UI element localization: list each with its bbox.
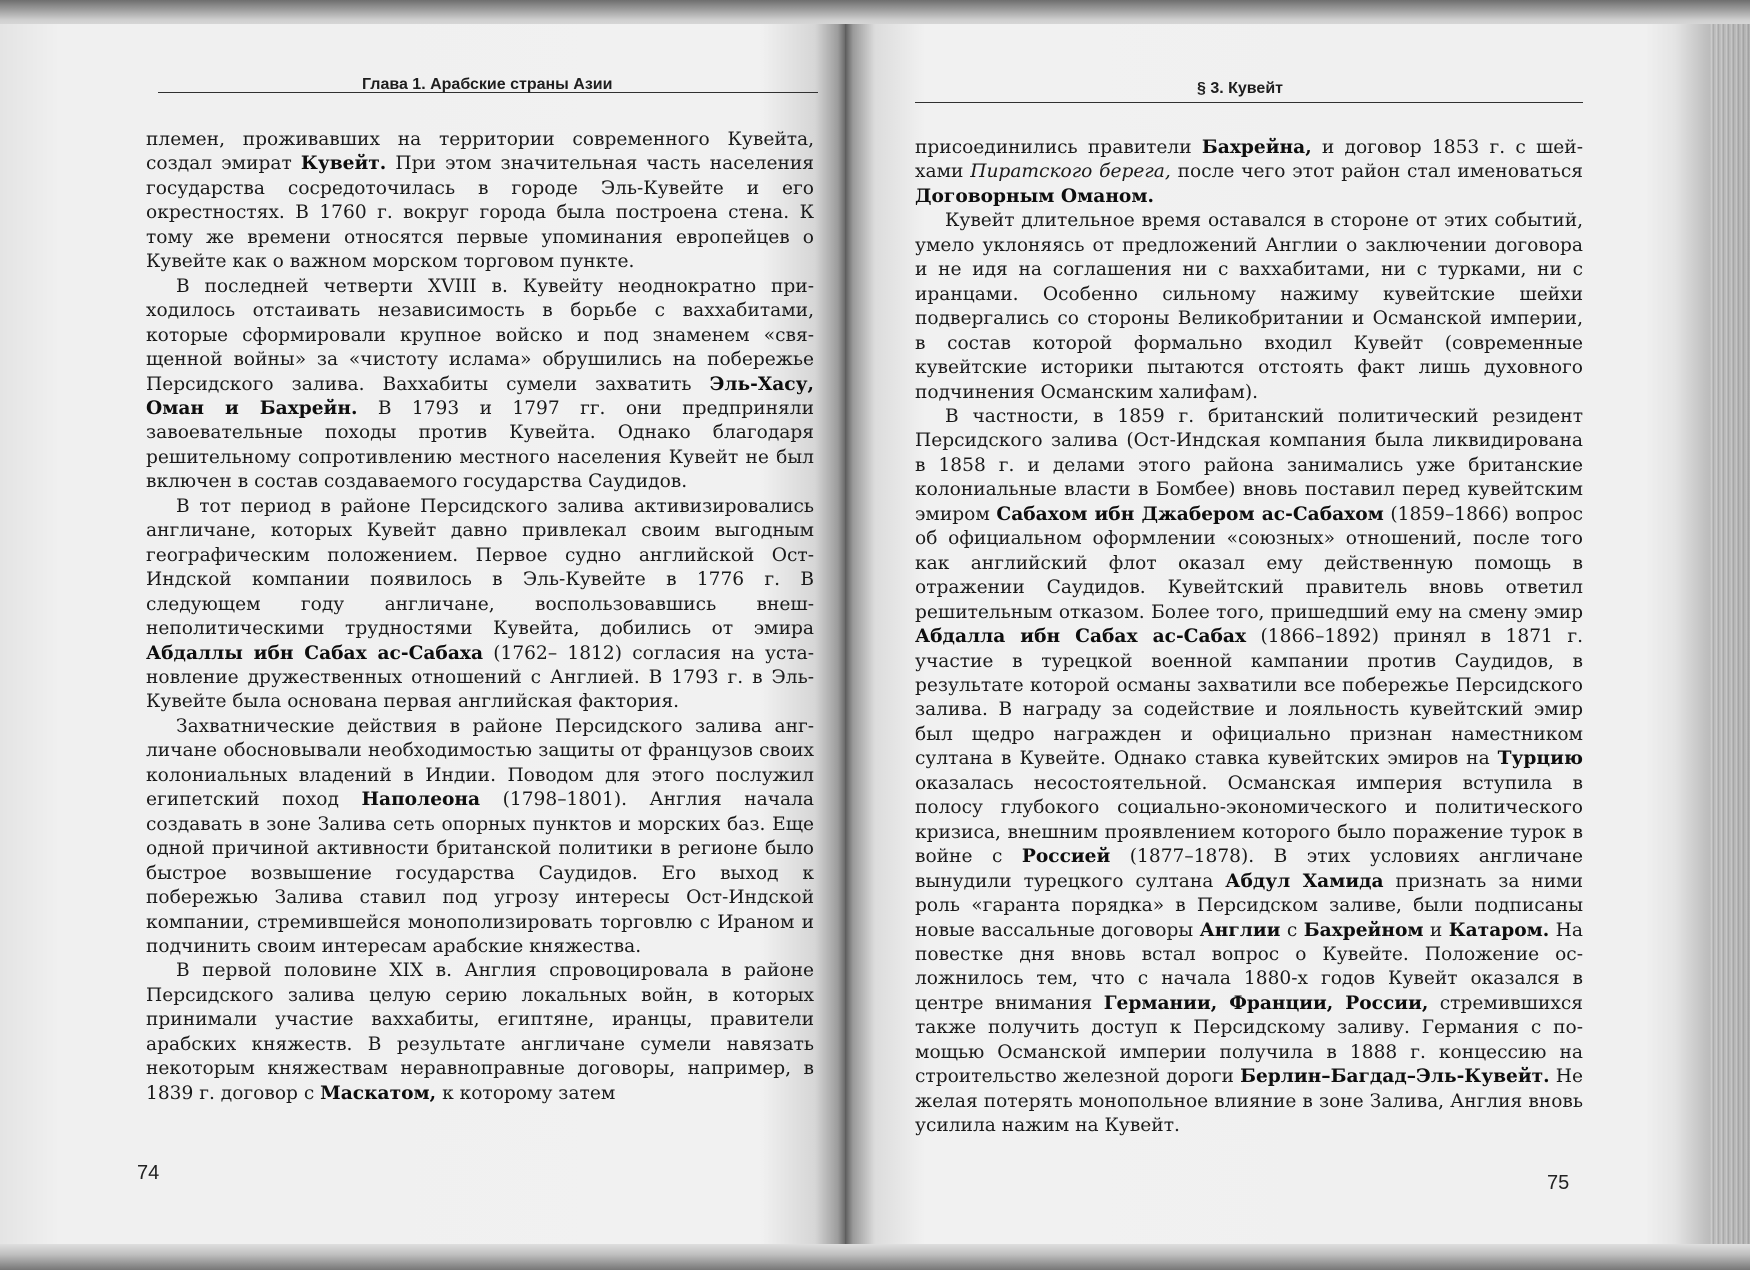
text-run: В тот период в районе Персидского залива активизировались англичане, которых Кувейт давно привлекал своим выгодным географическим положением. Первое судно английской Ост-Индской компании появилось в Эль-Кувейте в 1776 г. В следующем году англичане, воспользовавшись внешнеполитическими трудностями Кувейта, добились от эмира — [146, 495, 814, 640]
text-run: с — [1280, 919, 1304, 941]
bold-term: Маскатом, — [320, 1082, 437, 1104]
text-run: и — [1423, 919, 1449, 941]
bold-term: Катаром. — [1448, 919, 1550, 941]
bold-term: Германии, Франции, России, — [1103, 992, 1429, 1014]
text-run: При этом значительная часть населения государства сосредоточилась в городе Эль-Кувейте и его окрестностях. В 1760 г. вокруг города была построена стена. К тому же времени относятся первые упоминания европейцев о Кувейте как о важном морском торговом пункте. — [146, 153, 814, 273]
text-run: На повестке дня вновь встал вопрос о Кувейте. Положение осложнилось тем, что с начала 1880-х годов Кувейт оказался в центре внимания — [915, 919, 1583, 1014]
page-edges — [1710, 24, 1750, 1244]
header-rule — [915, 102, 1583, 103]
italic-term: Пиратского берега, — [970, 161, 1171, 183]
text-run: оказалась несостоятельной. Османская империя вступила в полосу глубокого социально-экономического и политического кризиса, внешним проявлением которого было поражение турок в войне с — [915, 772, 1583, 868]
left-page — [0, 24, 845, 1244]
text-run: присоединились правители — [915, 137, 1202, 158]
paragraph — [146, 495, 814, 715]
text-run: стремившихся также получить доступ к Персидскому заливу. Германия с помощью Османской империи получила в 1888 г. концессию на строительство железной дороги — [915, 992, 1583, 1088]
bold-term: Абдул Хамида — [1225, 870, 1384, 892]
bold-term: Абдалла ибн Сабах ас-Сабах — [915, 626, 1247, 648]
paragraph — [146, 959, 814, 1106]
text-run: и договор 1853 г. с шейхами — [915, 137, 1583, 183]
bold-term: Кувейт. — [300, 153, 387, 175]
bold-term: Берлин–Багдад–Эль-Кувейт. — [1240, 1066, 1550, 1088]
text-run: к которому затем — [436, 1082, 616, 1104]
text-run: племен, проживавших на территории современного Кувейта, создал эмират — [146, 129, 814, 175]
right-page — [845, 24, 1750, 1244]
paragraph — [915, 209, 1583, 405]
text-run: Кувейт длительное время оставался в стороне от этих событий, умело уклоняясь от предложений Англии о заключении договора и не идя на соглашения ни с ваххабитами, ни с турками, ни с иранцами. Особенно сильному нажиму кувейтские шейхи подвергались со стороны Великобритании и Османской империи, в состав которой формально входил Кувейт (современные кувейтские историки пытаются отстоять факт лишь духовного подчинения Османским халифам). — [915, 210, 1583, 403]
text-run: признать за ними роль «гаранта порядка» в Персидском заливе, были подписаны новые вассальные договоры — [915, 870, 1583, 941]
text-run: В 1793 и 1797 гг. они предприняли завоевательные походы против Кувейта. Однако благодаря решительному сопротивлению местного населения Кувейт не был включен в состав создаваемого государства Саудидов. — [146, 397, 814, 493]
paragraph — [915, 136, 1583, 209]
text-run: В первой половине XIX в. Англия спровоцировала в районе Персидского залива целую серию локальных войн, в которых принимали участие ваххабиты, египтяне, иранцы, правители арабских княжеств. В результате англичане сумели навязать некоторым княжествам неравноправные договоры, например, в 1839 г. договор с — [146, 960, 814, 1104]
page-number: 74 — [137, 1162, 160, 1184]
text-run: В последней четверти XVIII в. Кувейту неоднократно приходилось отстаивать независимость в борьбе с ваххабитами, которые сформировали крупное войско и под знаменем «священной войны» за «чистоту ислама» обрушились на побережье Персидского залива. Ваххабиты сумели захватить — [146, 275, 814, 395]
paragraph — [146, 128, 814, 275]
bold-term: Бахрейном — [1303, 919, 1424, 941]
running-header: § 3. Кувейт — [1197, 80, 1283, 97]
text-run: (1866–1892) принял в 1871 г. участие в турецкой военной кампании против Саудидов, в результате которой османы захватили все побережье Персидского залива. В награду за содействие и лояльность кувейтский эмир был щедро награжден и официально признан наместником султана в Кувейте. Однако ставка кувейтских эмиров на — [915, 626, 1584, 770]
text-run: Не желая потерять монопольное влияние в зоне Залива, Англия вновь усилила нажим на Кувейт. — [915, 1066, 1583, 1137]
bold-term: Абдаллы ибн Сабах ас-Сабаха — [146, 642, 483, 664]
paragraph — [915, 405, 1583, 1139]
bold-term: Англии — [1199, 919, 1281, 941]
text-run: (1762– 1812) согласия на установление дружественных отношений с Англией. В 1793 г. в Эль-Кувейте была основана первая английская фактория. — [146, 642, 814, 713]
bold-term: Сабахом ибн Джабером ас-Сабахом — [996, 503, 1384, 525]
bold-term: Турцию — [1497, 748, 1583, 770]
body-text — [146, 128, 814, 1106]
text-run: (1859–1866) вопрос об официальном оформлении «союзных» отношений, после того как английский флот оказал ему действенную помощь в отражении Саудидов. Кувейтский правитель вновь ответил решительным отказом. Более того, пришедший ему на смену эмир — [915, 503, 1583, 623]
body-text — [915, 136, 1583, 1139]
bold-term: Договорным Оманом. — [915, 185, 1154, 207]
page-number: 75 — [1547, 1172, 1570, 1194]
running-header: Глава 1. Арабские страны Азии — [362, 76, 613, 93]
text-run: (1798–1801). Англия начала создавать в зоне Залива сеть опорных пунктов и морских баз. Еще одной причиной активности британской политики в регионе было быстрое возвышение государства Саудидов. Его выход к побережью Залива ставил под угрозу интересы Ост-Индской компании, стремившейся монополизировать торговлю с Ираном и подчинить своим интересам арабские княжества. — [146, 789, 814, 957]
paragraph — [146, 715, 814, 960]
text-run: (1877–1878). В этих условиях англичане вынудили турецкого султана — [915, 846, 1584, 892]
bold-term: Россией — [1021, 846, 1111, 868]
text-run: Захватнические действия в районе Персидского залива англичане обосновывали необходимостью защиты от французов своих колониальных владений в Индии. Поводом для этого послужил египетский поход — [146, 715, 814, 811]
bold-term: Наполеона — [361, 789, 481, 811]
paragraph — [146, 275, 814, 495]
text-run: после чего этот район стал именоваться — [1170, 161, 1583, 183]
bold-term: Бахрейна, — [1201, 137, 1312, 158]
text-run: В частности, в 1859 г. британский политический резидент Персидского залива (Ост-Индская компания была ликвидирована в 1858 г. и делами этого района занимались уже британские колониальные власти в Бомбее) вновь поставил перед кувейтским эмиром — [915, 405, 1583, 525]
bold-term: Эль-Хасу, Оман и Бахрейн. — [146, 373, 814, 419]
